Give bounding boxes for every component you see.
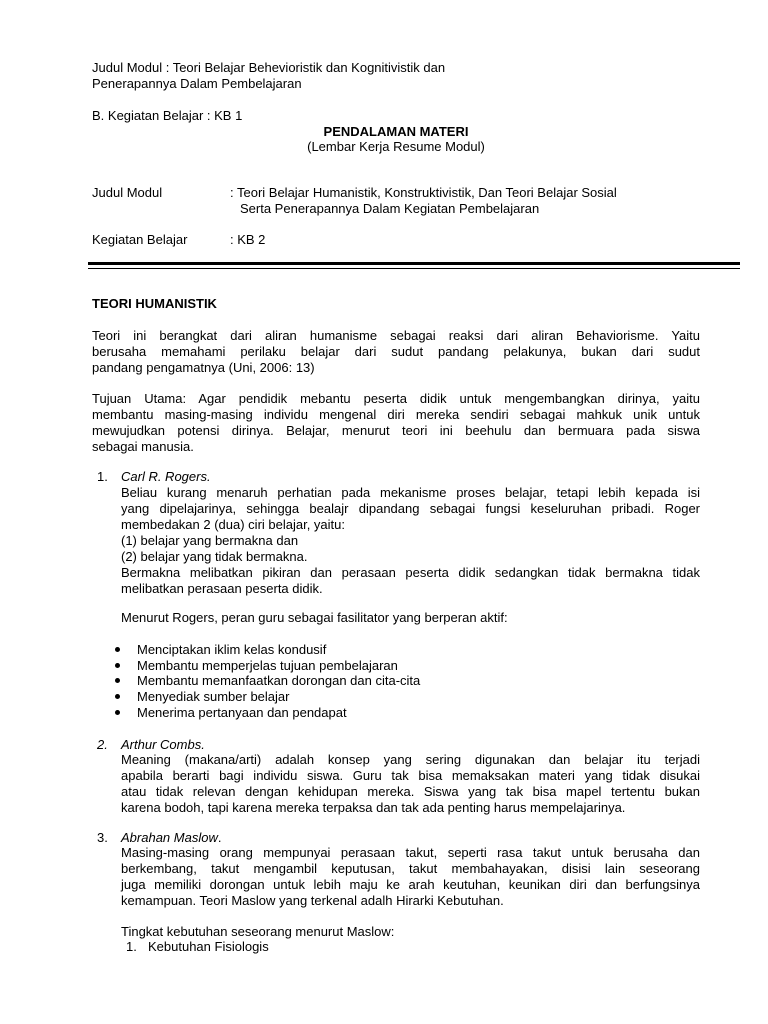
paragraph-line: melibatkan perasaan peserta didik. <box>121 581 323 596</box>
need-text: Kebutuhan Fisiologis <box>148 939 269 954</box>
list-number: 3. <box>97 830 108 845</box>
paragraph-line: pandang pengamatnya (Uni, 2006: 13) <box>92 360 315 375</box>
list-item: Membantu memperjelas tujuan pembelajaran <box>115 658 398 674</box>
judul-value-1: : Teori Belajar Humanistik, Konstruktivistik, Dan Teori Belajar Sosial <box>230 185 617 200</box>
kb-line: B. Kegiatan Belajar : KB 1 <box>92 108 243 123</box>
paragraph-line: membedakan 2 (dua) ciri belajar, yaitu: <box>121 517 346 532</box>
doc-title: PENDALAMAN MATERI <box>323 124 469 139</box>
paragraph-line: Masing-masing orang mempunyai perasaan takut, seperti rasa takut untuk berusaha dan <box>121 845 700 860</box>
paragraph-line: Teori ini berangkat dari aliran humanisme sebagai reaksi dari aliran Behaviorisme. Yaitu <box>92 328 700 343</box>
paragraph-line: juga memiliki dorongan untuk lebih maju ke arah keutuhan, keunikan diri dan berfungsinya <box>121 877 700 892</box>
paragraph-line: karena bodoh, tapi karena mereka terpaksa dan tak ada penting harus mempelajarinya. <box>121 800 626 815</box>
rogers-heading: Carl R. Rogers. <box>121 469 211 484</box>
module-title-line-2: Penerapannya Dalam Pembelajaran <box>92 76 302 91</box>
paragraph-tujuan <box>92 391 700 455</box>
list-item: Menerima pertanyaan dan pendapat <box>115 705 347 721</box>
tingkat-intro: Tingkat kebutuhan seseorang menurut Maslow: <box>121 924 395 939</box>
paragraph-line: apabila berarti bagi individu siswa. Guru tak bisa memaksakan materi yang tidak disukai <box>121 768 700 783</box>
paragraph-line: mewujudkan potensi dirinya. Belajar, menurut teori ini beehulu dan bermuara pada siswa <box>92 423 700 438</box>
judul-value-2: Serta Penerapannya Dalam Kegiatan Pembelajaran <box>240 201 540 216</box>
paragraph-line: kemampuan. Teori Maslow yang terkenal adalh Hirarki Kebutuhan. <box>121 893 504 908</box>
paragraph-line: membantu masing-masing individu mengenal diri mereka sendiri sebagai mahkuk unik untuk <box>92 407 700 422</box>
paragraph-line: atau tidak relevan dengan kehidupan mereka. Siswa yang tak bisa mapel tertentu bukan <box>121 784 700 799</box>
paragraph-intro <box>92 328 700 376</box>
paragraph-line: Beliau kurang menaruh perhatian pada mekanisme proses belajar, tetapi lebih kepada isi <box>121 485 700 500</box>
list-item: Menyediak sumber belajar <box>115 689 289 705</box>
maslow-heading: Abrahan Maslow. <box>121 830 222 845</box>
list-number: 2. <box>97 737 108 752</box>
doc-subtitle: (Lembar Kerja Resume Modul) <box>307 139 485 154</box>
kegiatan-value: : KB 2 <box>230 232 266 247</box>
combs-body <box>121 752 700 816</box>
fasilitator-intro: Menurut Rogers, peran guru sebagai fasilitator yang berperan aktif: <box>121 610 508 625</box>
paragraph-line: berusaha memahami perilaku belajar dari sudut pandang pelakunya, bukan dari sudut <box>92 344 700 359</box>
combs-heading: Arthur Combs. <box>121 737 205 752</box>
divider-thin <box>88 268 740 269</box>
bullet-icon <box>115 663 120 668</box>
need-number: 1. <box>126 939 137 954</box>
paragraph-line: Tujuan Utama: Agar pendidik mebantu peserta didik untuk mengembangkan dirinya, yaitu <box>92 391 700 406</box>
judul-label: Judul Modul <box>92 185 163 200</box>
paragraph-line: (2) belajar yang tidak bermakna. <box>121 549 308 564</box>
kegiatan-label: Kegiatan Belajar <box>92 232 188 247</box>
bullet-icon <box>115 710 120 715</box>
bullet-icon <box>115 647 120 652</box>
maslow-body <box>121 845 700 909</box>
paragraph-line: Meaning (makana/arti) adalah konsep yang sering digunakan dan belajar itu terjadi <box>121 752 700 767</box>
paragraph-line: yang dipelajarinya, sehingga bealajr dipandang sebagai fungsi keseluruhan pribadi. Roger <box>121 501 700 516</box>
paragraph-line: Bermakna melibatkan pikiran dan perasaan peserta didik sedangkan tidak bermakna tidak <box>121 565 700 580</box>
bullet-icon <box>115 678 120 683</box>
paragraph-line: berkembang, takut mengambil keputusan, takut membahayakan, disisi lain seseorang <box>121 861 700 876</box>
bullet-icon <box>115 694 120 699</box>
paragraph-line: sebagai manusia. <box>92 439 194 454</box>
section-heading: TEORI HUMANISTIK <box>92 296 217 311</box>
list-item: Membantu memanfaatkan dorongan dan cita-cita <box>115 673 420 689</box>
list-item: Menciptakan iklim kelas kondusif <box>115 642 326 658</box>
divider-thick <box>88 262 740 265</box>
paragraph-line: (1) belajar yang bermakna dan <box>121 533 299 548</box>
list-number: 1. <box>97 469 108 484</box>
module-title-line-1: Judul Modul : Teori Belajar Behevioristik dan Kognitivistik dan <box>92 60 446 75</box>
rogers-body <box>121 485 700 597</box>
